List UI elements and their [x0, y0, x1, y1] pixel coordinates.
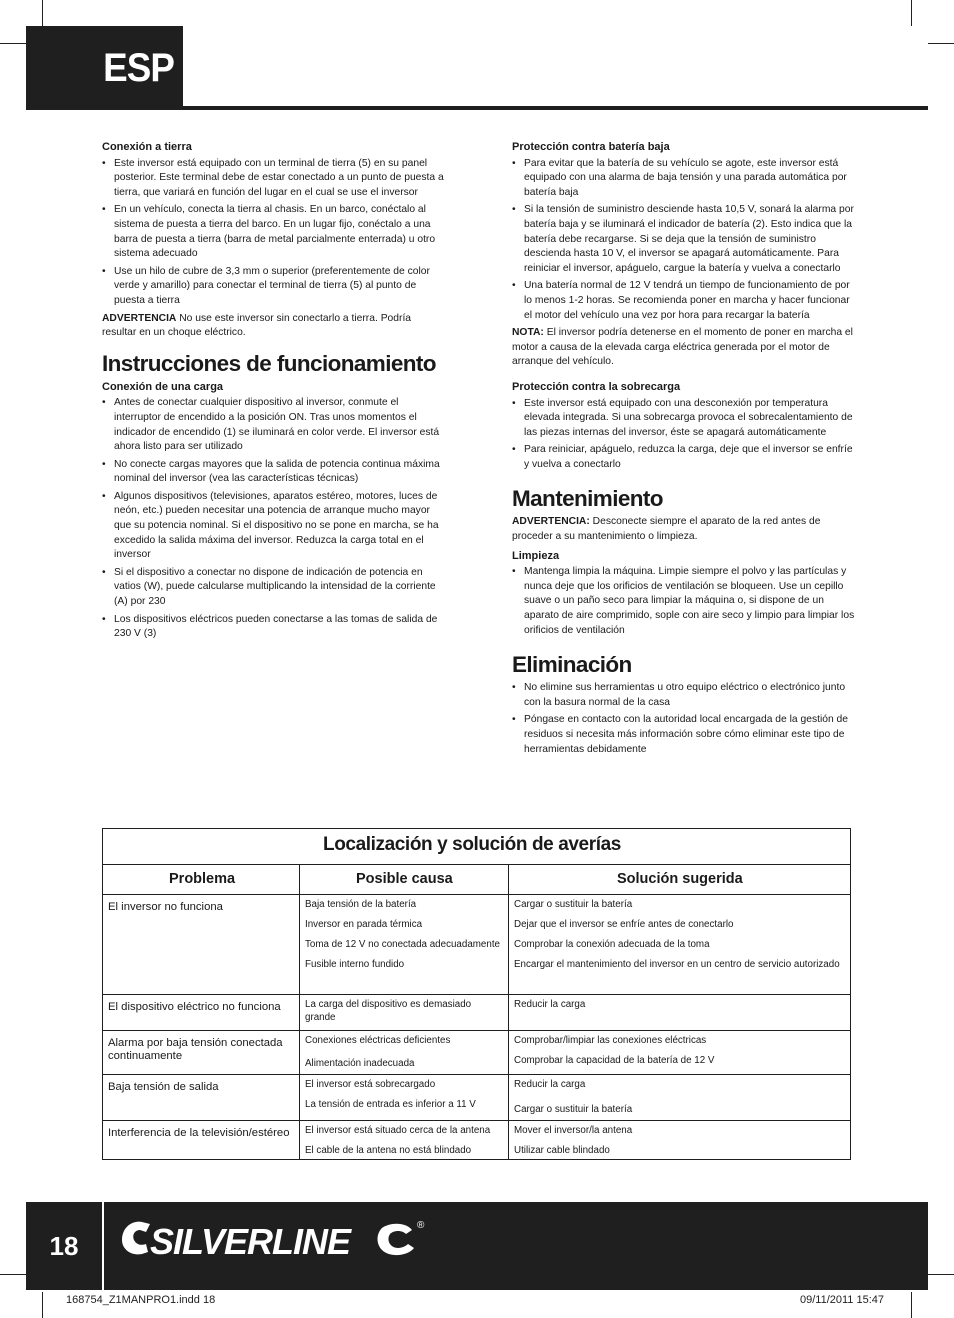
- warning-note: [512, 515, 855, 544]
- solution-cell: [509, 895, 850, 994]
- list-item: • No conecte cargas mayores que la salida de potencia continua máxima nominal del inversor (vea las características técnicas): [102, 458, 447, 487]
- cause-cell: [300, 1075, 509, 1120]
- crop-mark: [911, 1292, 912, 1318]
- warning-note: [102, 312, 447, 341]
- crop-mark: [0, 43, 26, 44]
- section-subtitle: Limpieza: [512, 549, 560, 562]
- solution-text: Cargar o sustituir la batería: [514, 899, 633, 910]
- note-paragraph: [512, 326, 855, 370]
- cause-cell: [300, 995, 509, 1030]
- solution-cell: [509, 1075, 850, 1120]
- list-item: • Los dispositivos eléctricos pueden conectarse a las tomas de salida de 230 V (3): [102, 613, 447, 642]
- table-row: [103, 895, 850, 995]
- cause-text: Inversor en parada térmica: [305, 919, 423, 930]
- section-heading: Eliminación: [512, 652, 632, 678]
- table-row: [103, 1121, 850, 1159]
- list-item: • Para reiniciar, apáguelo, reduzca la carga, deje que el inversor se enfríe y vuelva a conectarlo: [512, 443, 855, 472]
- crop-mark: [42, 0, 43, 26]
- solution-text: Comprobar la conexión adecuada de la toma: [514, 939, 710, 950]
- section-heading: Mantenimiento: [512, 486, 663, 512]
- header-cause: Posible causa: [300, 865, 509, 894]
- problem-cell: Baja tensión de salida: [103, 1075, 300, 1120]
- crop-mark: [42, 1292, 43, 1318]
- bullet-list: [512, 681, 855, 757]
- note-label: NOTA:: [512, 327, 544, 339]
- page-number: 18: [49, 1230, 79, 1261]
- solution-text: Comprobar la capacidad de la batería de 12 V: [514, 1055, 715, 1066]
- crop-mark: [928, 1274, 954, 1275]
- crop-mark: [911, 0, 912, 26]
- list-item: • Antes de conectar cualquier dispositivo al inversor, conmute el interruptor de encendido a la posición ON. Tras unos momentos el indicador de encendido (1) se iluminará en color verde. El inversor está ahora listo para ser utilizado: [102, 396, 447, 454]
- silverline-logo: [120, 1214, 430, 1264]
- print-file-info: 168754_Z1MANPRO1.indd 18: [66, 1294, 216, 1306]
- crop-mark: [928, 43, 954, 44]
- solution-text: Reducir la carga: [514, 1079, 586, 1090]
- solution-text: Mover el inversor/la antena: [514, 1125, 633, 1136]
- list-item: • No elimine sus herramientas u otro equipo eléctrico o electrónico junto con la basura normal de la casa: [512, 681, 855, 710]
- problem-cell: El dispositivo eléctrico no funciona: [103, 995, 300, 1030]
- cause-cell: [300, 895, 509, 994]
- cause-text: Baja tensión de la batería: [305, 899, 417, 910]
- brand-text: SILVERLINE: [150, 1221, 351, 1262]
- solution-text: Comprobar/limpiar las conexiones eléctricas: [514, 1035, 707, 1046]
- problem-cell: El inversor no funciona: [103, 895, 300, 994]
- solution-text: Cargar o sustituir la batería: [514, 1104, 633, 1115]
- solution-text: Dejar que el inversor se enfríe antes de conectarlo: [514, 919, 734, 930]
- cause-text: La tensión de entrada es inferior a 11 V: [305, 1099, 476, 1110]
- list-item: • Si la tensión de suministro desciende hasta 10,5 V, sonará la alarma por batería baja y se iluminará el indicador de batería (2). Esto indica que la batería debe recargarse. Si se deja que la tensión de suministro descienda hasta 10 V, el inversor se apagará automáticamente. Para reiniciar el inversor, apáguelo, cargue la batería y vuelva a conectarlo: [512, 203, 855, 276]
- language-code: ESP: [103, 45, 174, 90]
- cause-text: El inversor está sobrecargado: [305, 1079, 436, 1090]
- cause-text: Conexiones eléctricas deficientes: [305, 1035, 451, 1046]
- list-item: • Este inversor está equipado con un terminal de tierra (5) en su panel posterior. Este terminal debe de estar conectado a un punto de puesta a tierra, que variará en función del lugar en el cual se use el inversor: [102, 157, 447, 201]
- bullet-list: [102, 396, 447, 642]
- bullet-list: [512, 157, 855, 324]
- print-date-info: 09/11/2011 15:47: [800, 1294, 885, 1306]
- language-tab: [26, 26, 183, 110]
- note-text: El inversor podría detenerse en el momento de poner en marcha el motor a causa de la elevada carga eléctrica generada por el motor de arranque del vehículo.: [512, 327, 853, 368]
- registered-mark: ®: [417, 1220, 425, 1231]
- table-title: Localización y solución de averías: [103, 829, 850, 865]
- bullet-list: [512, 565, 855, 638]
- problem-cell: Interferencia de la televisión/estéreo: [103, 1121, 300, 1159]
- bullet-list: [512, 397, 855, 473]
- header-solution: Solución sugerida: [617, 871, 743, 887]
- list-item: • Para evitar que la batería de su vehículo se agote, este inversor está equipado con una alarma de baja tensión y una parada automática por batería baja: [512, 157, 855, 201]
- table-row: [103, 1031, 850, 1075]
- right-column: [512, 140, 855, 760]
- solution-text: Reducir la carga: [514, 999, 586, 1010]
- header-rule: [183, 106, 928, 110]
- solution-text: Encargar el mantenimiento del inversor en un centro de servicio autorizado: [514, 959, 840, 970]
- solution-cell: [509, 1031, 850, 1074]
- solution-text: Utilizar cable blindado: [514, 1145, 610, 1156]
- crop-mark: [0, 1274, 26, 1275]
- header-problem: Problema: [103, 865, 300, 894]
- list-item: • Este inversor está equipado con una desconexión por temperatura elevada integrada. Si una sobrecarga provoca el sobrecalentamiento de las piezas internas del inversor, éste se apagará automáticamente: [512, 397, 855, 441]
- list-item: • En un vehículo, conecta la tierra al chasis. En un barco, conéctalo al sistema de puesta a tierra del barco. En un lugar fijo, conéctalo a una barra de puesta a tierra (barra de metal parcialmente enterrada) u otro sistema adecuado: [102, 203, 447, 261]
- section-subtitle: Protección contra batería baja: [512, 141, 670, 153]
- warning-label: ADVERTENCIA:: [512, 516, 590, 528]
- footer-bar: [26, 1202, 928, 1290]
- bullet-list: [102, 157, 447, 309]
- section-subtitle: Conexión a tierra: [102, 141, 192, 153]
- table-header-row: [103, 865, 850, 895]
- section-heading: Instrucciones de funcionamiento: [102, 350, 436, 376]
- solution-cell: [509, 995, 850, 1030]
- footer-divider: [102, 1202, 104, 1290]
- list-item: • Póngase en contacto con la autoridad local encargada de la gestión de residuos si necesita más información sobre cómo eliminar este tipo de herramientas debidamente: [512, 713, 855, 757]
- list-item: • Mantenga limpia la máquina. Limpie siempre el polvo y las partículas y nunca deje que los orificios de ventilación se bloqueen. Use un cepillo suave o un paño seco para limpiar la máquina o, si dispone de un aparato de aire comprimido, sople con aire seco y limpio para limpiar los orificios de ventilación: [512, 565, 855, 638]
- cause-text: Alimentación inadecuada: [305, 1058, 415, 1069]
- cause-text: Toma de 12 V no conectada adecuadamente: [305, 939, 500, 950]
- section-subtitle: Conexión de una carga: [102, 380, 224, 393]
- solution-cell: [509, 1121, 850, 1159]
- cause-cell: [300, 1121, 509, 1159]
- cause-text: La carga del dispositivo es demasiado grande: [305, 999, 472, 1023]
- troubleshooting-table: [102, 828, 851, 1160]
- cause-text: Fusible interno fundido: [305, 959, 405, 970]
- table-row: [103, 995, 850, 1031]
- list-item: • Algunos dispositivos (televisiones, aparatos estéreo, motores, luces de neón, etc.) pueden necesitar una potencia de arranque mucho mayor que su potencia nominal. Si el dispositivo no se pone en marcha, se ha excedido la salida máxima del inversor. Reduzca la carga total en el inversor: [102, 490, 447, 563]
- problem-cell: Alarma por baja tensión conectada continuamente: [103, 1031, 300, 1074]
- warning-label: ADVERTENCIA: [102, 312, 177, 324]
- left-column: [102, 140, 447, 645]
- warning-text: Desconecte siempre el aparato de la red antes de proceder a su mantenimiento o limpieza.: [512, 516, 821, 543]
- cause-text: El inversor está situado cerca de la antena: [305, 1125, 491, 1136]
- cause-text: El cable de la antena no está blindado: [305, 1145, 472, 1156]
- list-item: • Si el dispositivo a conectar no dispone de indicación de potencia en vatios (W), puede calcularse multiplicando la intensidad de la corriente (A) por 230: [102, 566, 447, 610]
- list-item: • Use un hilo de cubre de 3,3 mm o superior (preferentemente de color verde y amarillo) para conectar el terminal de tierra (5) al punto de puesta a tierra: [102, 265, 447, 309]
- cause-cell: [300, 1031, 509, 1074]
- section-subtitle: Protección contra la sobrecarga: [512, 380, 681, 393]
- warning-text: No use este inversor sin conectarlo a tierra. Podría resultar en un choque eléctrico.: [102, 312, 412, 339]
- list-item: • Una batería normal de 12 V tendrá un tiempo de funcionamiento de por lo menos 1-2 horas. Se recomienda poner en marcha y hacer funcionar el motor del vehículo una vez por hora para recargar la batería: [512, 279, 855, 323]
- table-row: [103, 1075, 850, 1121]
